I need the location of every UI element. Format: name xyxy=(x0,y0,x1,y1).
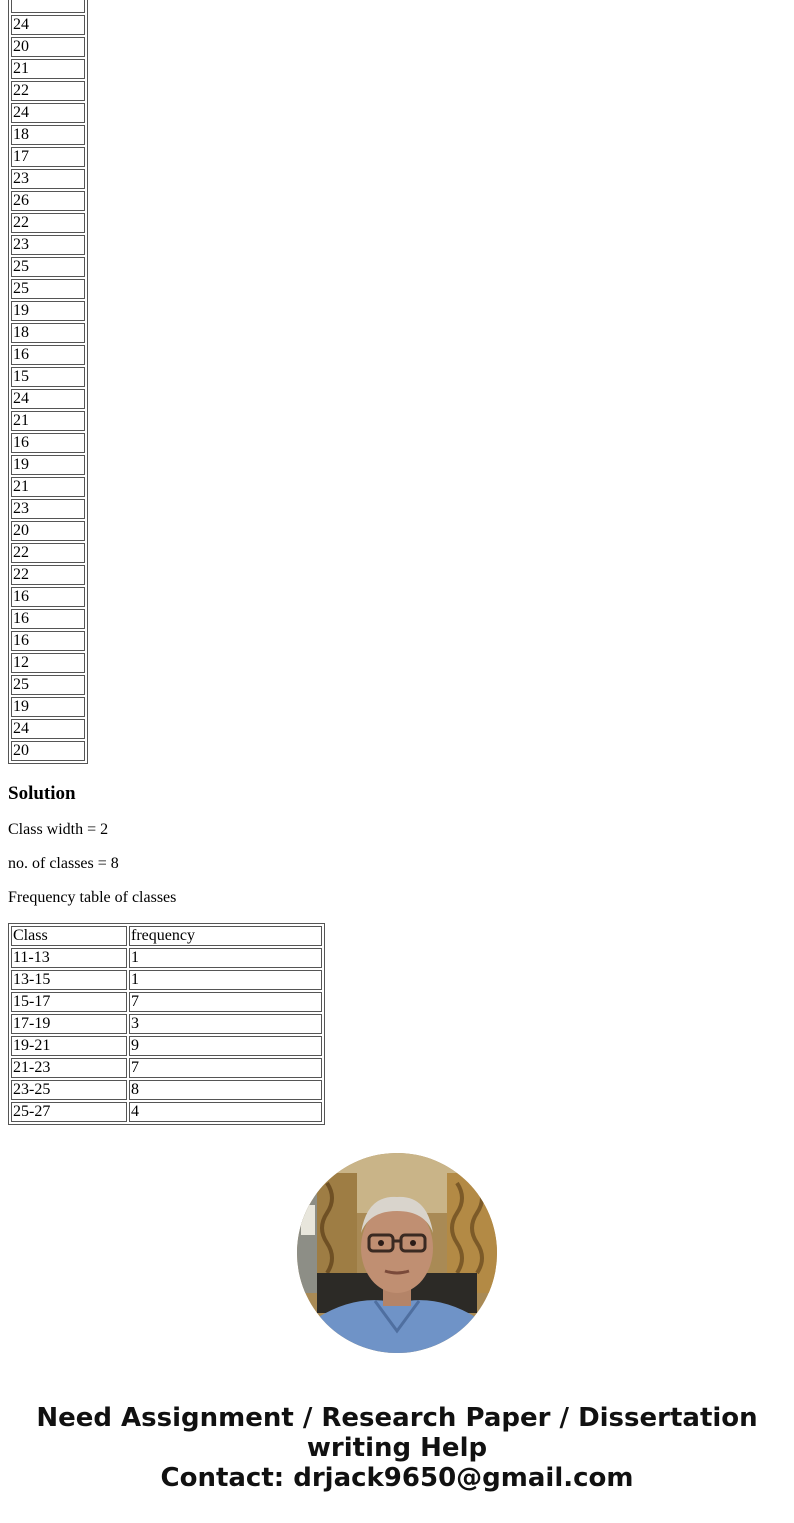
table-row xyxy=(11,1014,322,1034)
value-cell: 22 xyxy=(11,81,85,101)
table-row xyxy=(11,15,85,35)
value-cell: 25 xyxy=(11,675,85,695)
table-row xyxy=(11,323,85,343)
value-cell: 23 xyxy=(11,235,85,255)
table-row xyxy=(11,433,85,453)
table-row xyxy=(11,301,85,321)
author-photo-icon xyxy=(297,1153,497,1353)
value-cell: 23 xyxy=(11,169,85,189)
frequency-table-wrapper xyxy=(8,923,794,1125)
frequency-table-header-row xyxy=(11,926,322,946)
document-page xyxy=(8,0,794,1125)
table-row xyxy=(11,565,85,585)
avatar xyxy=(297,1153,497,1353)
table-row xyxy=(11,741,85,761)
value-cell: 20 xyxy=(11,521,85,541)
table-row xyxy=(11,169,85,189)
value-cell: 18 xyxy=(11,323,85,343)
table-row xyxy=(11,653,85,673)
class-width-text: Class width = 2 xyxy=(8,821,109,838)
value-cell: 17 xyxy=(11,147,85,167)
header-class: Class xyxy=(11,926,127,946)
frequency-cell: 1 xyxy=(129,948,322,968)
value-cell: 24 xyxy=(11,103,85,123)
table-row xyxy=(11,367,85,387)
solution-heading: Solution xyxy=(8,783,76,804)
table-row xyxy=(11,125,85,145)
header-frequency: frequency xyxy=(129,926,322,946)
table-row xyxy=(11,455,85,475)
table-row xyxy=(11,0,85,13)
class-cell: 13-15 xyxy=(11,970,127,990)
value-cell: 22 xyxy=(11,213,85,233)
table-row xyxy=(11,1080,322,1100)
promo-line-1: Need Assignment / Research Paper / Dissertation xyxy=(36,1403,758,1433)
table-row xyxy=(11,609,85,629)
value-cell: 16 xyxy=(11,345,85,365)
value-cell: 23 xyxy=(11,499,85,519)
table-row xyxy=(11,697,85,717)
frequency-cell: 3 xyxy=(129,1014,322,1034)
frequency-cell: 7 xyxy=(129,1058,322,1078)
value-cell: 16 xyxy=(11,609,85,629)
value-cell: 21 xyxy=(11,59,85,79)
class-cell: 15-17 xyxy=(11,992,127,1012)
class-cell: 19-21 xyxy=(11,1036,127,1056)
table-row xyxy=(11,279,85,299)
value-cell: 19 xyxy=(11,455,85,475)
value-cell: 12 xyxy=(11,653,85,673)
promo-contact[interactable]: Contact: drjack9650@gmail.com xyxy=(160,1463,634,1493)
frequency-cell: 4 xyxy=(129,1102,322,1122)
frequency-cell: 8 xyxy=(129,1080,322,1100)
promo-banner xyxy=(0,1403,794,1493)
value-cell: 16 xyxy=(11,433,85,453)
value-cell: 22 xyxy=(11,543,85,563)
frequency-table-caption: Frequency table of classes xyxy=(8,889,177,906)
table-row xyxy=(11,1102,322,1122)
table-row xyxy=(11,631,85,651)
value-cell: 25 xyxy=(11,279,85,299)
class-cell: 23-25 xyxy=(11,1080,127,1100)
table-row xyxy=(11,191,85,211)
table-row xyxy=(11,411,85,431)
table-row xyxy=(11,1036,322,1056)
table-row xyxy=(11,948,322,968)
table-row xyxy=(11,345,85,365)
value-cell: 24 xyxy=(11,15,85,35)
class-cell: 11-13 xyxy=(11,948,127,968)
value-cell: 25 xyxy=(11,257,85,277)
value-cell: 19 xyxy=(11,301,85,321)
value-cell: 24 xyxy=(11,389,85,409)
frequency-cell: 7 xyxy=(129,992,322,1012)
data-values-table xyxy=(8,0,88,764)
table-row xyxy=(11,389,85,409)
table-row xyxy=(11,1058,322,1078)
promo-line-2: writing Help xyxy=(306,1433,488,1463)
table-row xyxy=(11,970,322,990)
table-row xyxy=(11,499,85,519)
table-row xyxy=(11,213,85,233)
table-row xyxy=(11,587,85,607)
table-row xyxy=(11,147,85,167)
value-cell: 26 xyxy=(11,191,85,211)
table-row xyxy=(11,81,85,101)
value-cell: 16 xyxy=(11,587,85,607)
table-row xyxy=(11,675,85,695)
class-cell: 17-19 xyxy=(11,1014,127,1034)
class-cell: 21-23 xyxy=(11,1058,127,1078)
value-cell: 15 xyxy=(11,367,85,387)
table-row xyxy=(11,521,85,541)
value-cell: 24 xyxy=(11,719,85,739)
table-row xyxy=(11,103,85,123)
table-row xyxy=(11,59,85,79)
frequency-cell: 9 xyxy=(129,1036,322,1056)
table-row xyxy=(11,37,85,57)
frequency-table xyxy=(8,923,325,1125)
value-cell: 21 xyxy=(11,411,85,431)
value-cell: 18 xyxy=(11,125,85,145)
table-row xyxy=(11,477,85,497)
value-cell: 19 xyxy=(11,697,85,717)
value-cell: 21 xyxy=(11,477,85,497)
table-row xyxy=(11,719,85,739)
value-cell: 20 xyxy=(11,741,85,761)
frequency-cell: 1 xyxy=(129,970,322,990)
value-cell xyxy=(11,0,85,13)
value-cell: 20 xyxy=(11,37,85,57)
num-classes-text: no. of classes = 8 xyxy=(8,855,119,872)
value-cell: 22 xyxy=(11,565,85,585)
table-row xyxy=(11,235,85,255)
class-cell: 25-27 xyxy=(11,1102,127,1122)
table-row xyxy=(11,257,85,277)
value-cell: 16 xyxy=(11,631,85,651)
table-row xyxy=(11,543,85,563)
table-row xyxy=(11,992,322,1012)
